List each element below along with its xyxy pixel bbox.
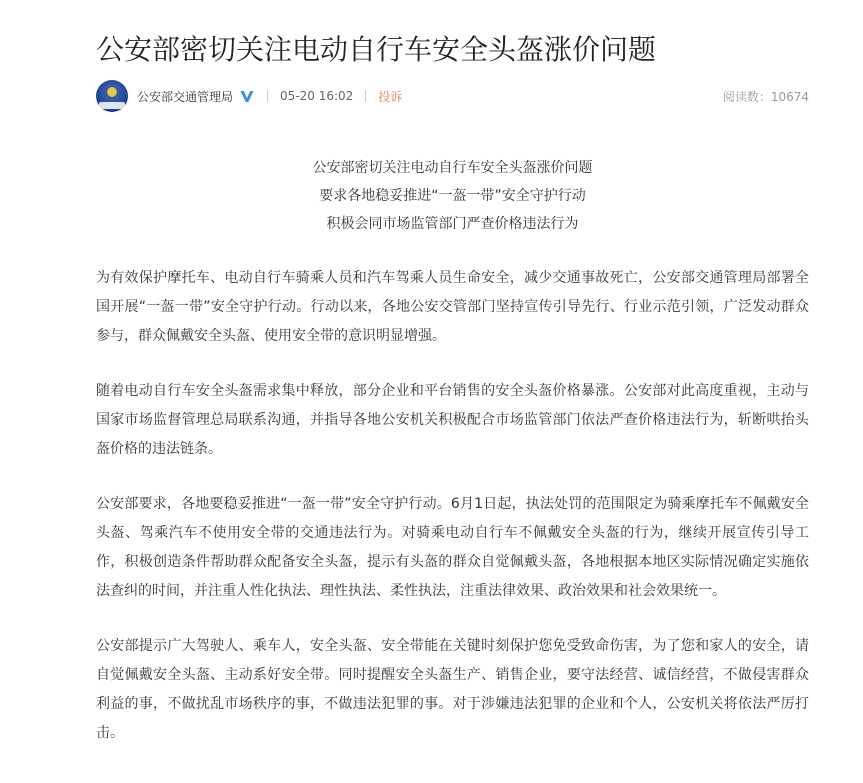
lead-block	[96, 154, 809, 238]
read-count: 阅读数：10674	[722, 89, 809, 104]
article-meta	[96, 79, 809, 113]
article-body	[96, 264, 809, 748]
report-link[interactable]: 投诉	[378, 89, 403, 104]
police-emblem-icon	[105, 85, 119, 99]
publish-datetime: 05-20 16:02	[280, 89, 354, 103]
body-paragraph: 公安部提示广大驾驶人、乘车人，安全头盔、安全带能在关键时刻保护您免受致命伤害，为了您和家人的安全，请自觉佩戴安全头盔、主动系好安全带。同时提醒安全头盔生产、销售企业，要守法经营、诚信经营，不做侵害群众利益的事，不做扰乱市场秩序的事，不做违法犯罪的事。对于涉嫌违法犯罪的企业和个人，公安机关将依法严厉打击。	[96, 638, 809, 741]
article-title: 公安部密切关注电动自行车安全头盔涨价问题	[96, 33, 657, 66]
meta-divider	[365, 90, 366, 102]
meta-divider	[267, 90, 268, 102]
body-paragraph: 为有效保护摩托车、电动自行车骑乘人员和汽车驾乘人员生命安全，减少交通事故死亡，公安部交通管理局部署全国开展“一盔一带”安全守护行动。行动以来，各地公安交管部门坚持宣传引导先行、行业示范引领，广泛发动群众参与，群众佩戴安全头盔、使用安全带的意识明显增强。	[96, 270, 809, 344]
lead-line: 积极会同市场监管部门严查价格违法行为	[326, 216, 579, 232]
avatar-label-band	[99, 102, 125, 109]
author-avatar[interactable]	[96, 80, 128, 112]
body-paragraph: 公安部要求，各地要稳妥推进“一盔一带”安全守护行动。6月1日起，执法处罚的范围限定为骑乘摩托车不佩戴安全头盔、驾乘汽车不使用安全带的交通违法行为。对骑乘电动自行车不佩戴安全头盔的行为，继续开展宣传引导工作，积极创造条件帮助群众配备安全头盔，提示有头盔的群众自觉佩戴头盔，各地根据本地区实际情况确定实施依法查纠的时间，并注重人性化执法、理性执法、柔性执法，注重法律效果、政治效果和社会效果统一。	[96, 496, 809, 599]
lead-line: 要求各地稳妥推进“一盔一带”安全守护行动	[319, 188, 586, 204]
author-name[interactable]: 公安部交通管理局	[137, 89, 234, 104]
lead-line: 公安部密切关注电动自行车安全头盔涨价问题	[312, 160, 593, 176]
verified-v-icon	[239, 88, 255, 104]
body-paragraph: 随着电动自行车安全头盔需求集中释放，部分企业和平台销售的安全头盔价格暴涨。公安部对此高度重视，主动与国家市场监督管理总局联系沟通，并指导各地公安机关积极配合市场监管部门依法严查价格违法行为，斩断哄抬头盔价格的违法链条。	[96, 383, 809, 457]
